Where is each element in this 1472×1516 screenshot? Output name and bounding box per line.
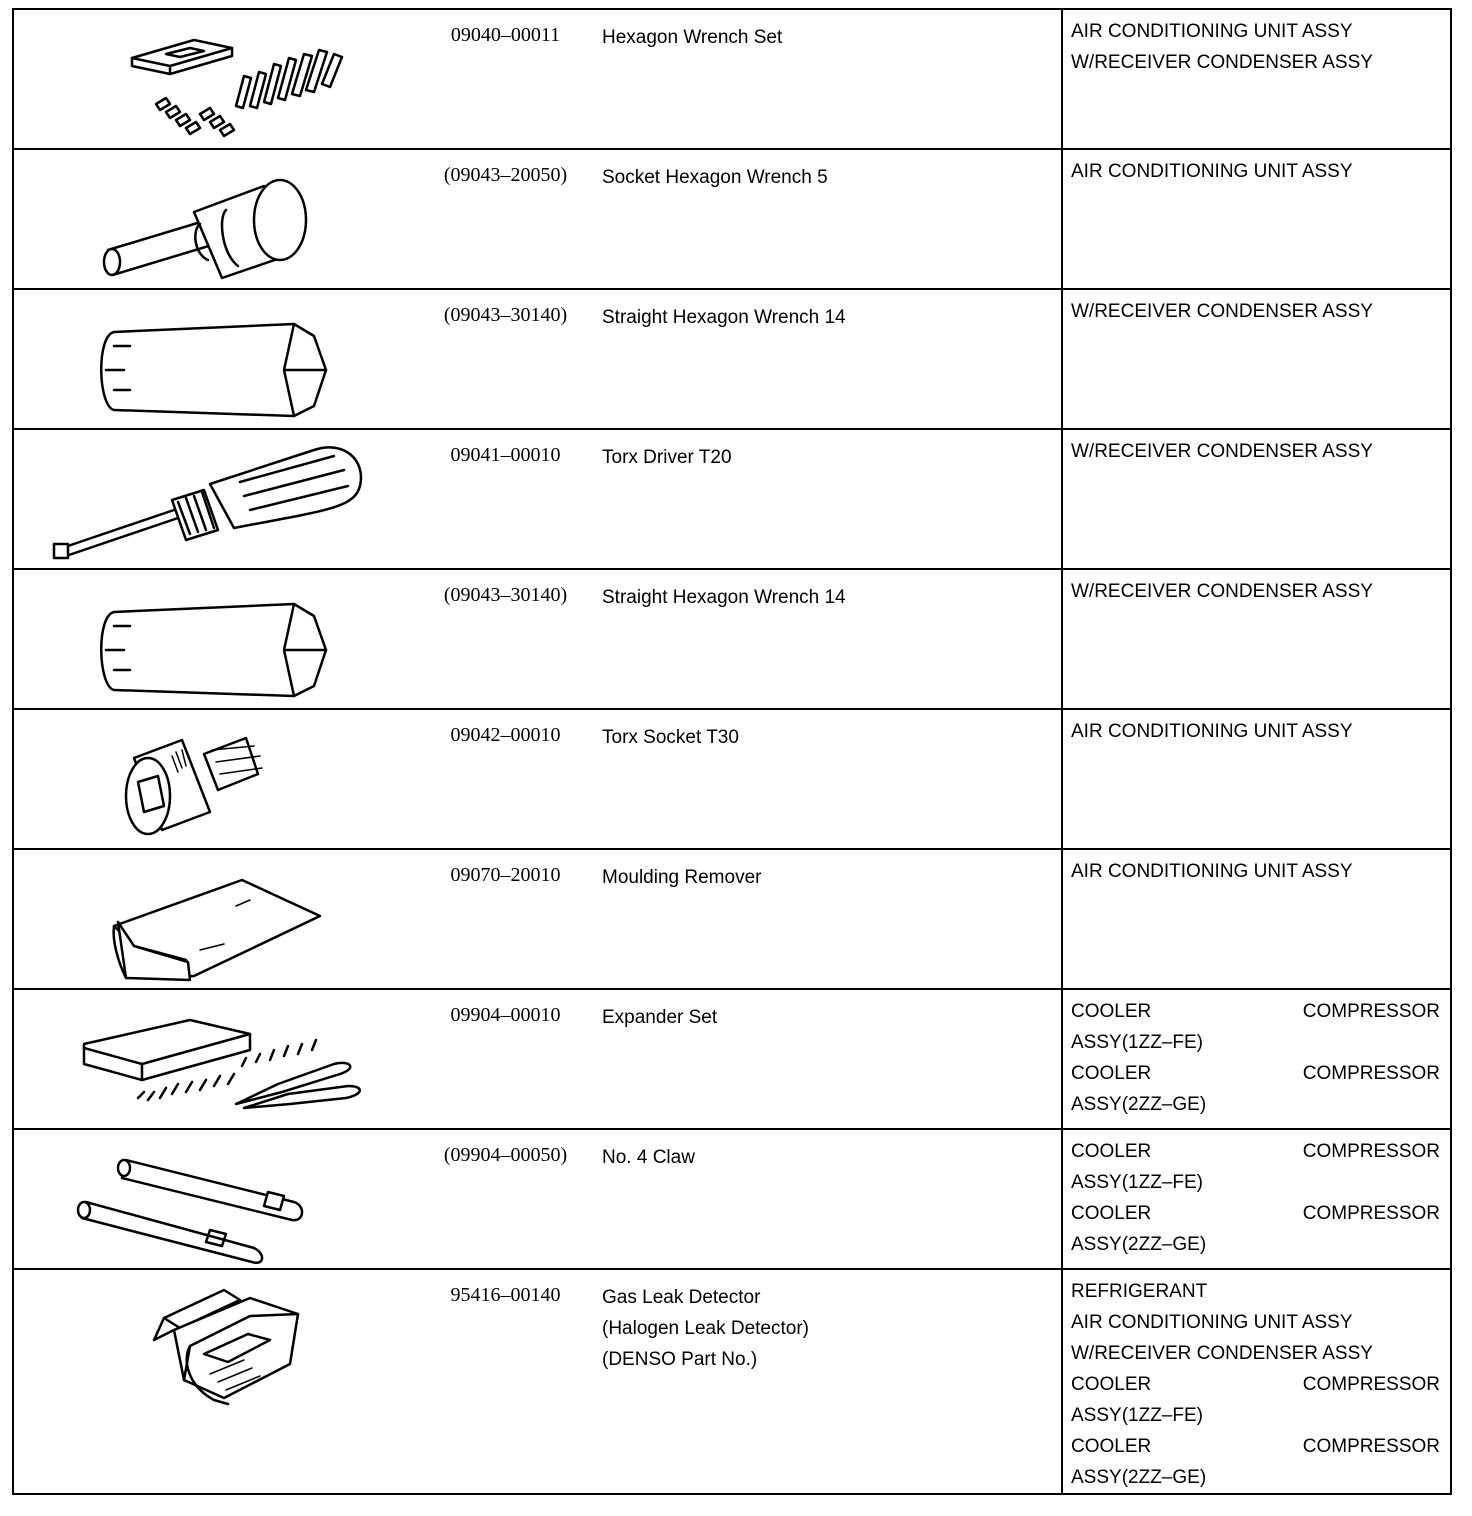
application-line: REFRIGERANT	[1071, 1281, 1208, 1302]
tool-name	[598, 429, 1062, 569]
application-line: ASSY(1ZZ–FE)	[1071, 1405, 1203, 1426]
tool-illustration	[13, 1269, 413, 1494]
moulding-remover-icon	[14, 850, 414, 986]
straight-hexagon-wrench-icon	[14, 570, 414, 706]
application-line: ASSY(2ZZ–GE)	[1071, 1234, 1207, 1255]
application-line	[1071, 1136, 1440, 1167]
part-number: (09043–20050)	[413, 149, 598, 289]
applicable-assemblies	[1062, 289, 1451, 429]
part-number: (09043–30140)	[413, 289, 598, 429]
application-left: COOLER	[1071, 1436, 1152, 1457]
application-line: ASSY(2ZZ–GE)	[1071, 1094, 1207, 1115]
application-line: ASSY(1ZZ–FE)	[1071, 1032, 1203, 1053]
tool-name-line: Moulding Remover	[602, 867, 762, 888]
tool-row	[13, 429, 1451, 569]
application-line: W/RECEIVER CONDENSER ASSY	[1071, 441, 1373, 462]
tool-illustration	[13, 709, 413, 849]
applicable-assemblies	[1062, 9, 1451, 149]
application-line: W/RECEIVER CONDENSER ASSY	[1071, 52, 1373, 73]
application-right: COMPRESSOR	[1302, 1374, 1440, 1395]
socket-hexagon-wrench-icon	[14, 150, 414, 286]
application-left: COOLER	[1071, 1141, 1152, 1162]
tool-name	[598, 849, 1062, 989]
application-line: AIR CONDITIONING UNIT ASSY	[1071, 861, 1353, 882]
tool-illustration	[13, 289, 413, 429]
applicable-assemblies	[1062, 1129, 1451, 1269]
part-number: 09904–00010	[413, 989, 598, 1129]
application-right: COMPRESSOR	[1302, 1141, 1440, 1162]
tool-name-line: Hexagon Wrench Set	[602, 27, 783, 48]
tool-row	[13, 989, 1451, 1129]
tool-name-line: Straight Hexagon Wrench 14	[602, 307, 846, 328]
tool-name-line: Torx Driver T20	[602, 447, 732, 468]
tool-illustration	[13, 569, 413, 709]
tool-row	[13, 1129, 1451, 1269]
special-service-tools-table	[12, 8, 1452, 1495]
application-right: COMPRESSOR	[1302, 1063, 1440, 1084]
tool-name	[598, 569, 1062, 709]
tool-name-line: (DENSO Part No.)	[602, 1349, 758, 1370]
applicable-assemblies	[1062, 429, 1451, 569]
application-line: AIR CONDITIONING UNIT ASSY	[1071, 1312, 1353, 1333]
application-line: AIR CONDITIONING UNIT ASSY	[1071, 21, 1353, 42]
tool-illustration	[13, 1129, 413, 1269]
application-right: COMPRESSOR	[1302, 1001, 1440, 1022]
tool-row	[13, 289, 1451, 429]
torx-driver-icon	[14, 430, 414, 566]
tool-name	[598, 289, 1062, 429]
applicable-assemblies	[1062, 989, 1451, 1129]
part-number: 09040–00011	[413, 9, 598, 149]
applicable-assemblies	[1062, 149, 1451, 289]
applicable-assemblies	[1062, 1269, 1451, 1494]
application-left: COOLER	[1071, 1203, 1152, 1224]
tool-row	[13, 149, 1451, 289]
tool-name-line: Socket Hexagon Wrench 5	[602, 167, 828, 188]
tool-name-line: Torx Socket T30	[602, 727, 739, 748]
tool-name-line: Expander Set	[602, 1007, 718, 1028]
tool-name	[598, 989, 1062, 1129]
application-line: W/RECEIVER CONDENSER ASSY	[1071, 1343, 1373, 1364]
tool-row	[13, 849, 1451, 989]
tool-name	[598, 1269, 1062, 1494]
gas-leak-detector-icon	[14, 1270, 414, 1410]
application-line: ASSY(1ZZ–FE)	[1071, 1172, 1203, 1193]
tool-row	[13, 569, 1451, 709]
part-number: 09070–20010	[413, 849, 598, 989]
application-left: COOLER	[1071, 1001, 1152, 1022]
application-left: COOLER	[1071, 1374, 1152, 1395]
tool-illustration	[13, 9, 413, 149]
tool-row	[13, 709, 1451, 849]
part-number: (09043–30140)	[413, 569, 598, 709]
application-line: W/RECEIVER CONDENSER ASSY	[1071, 581, 1373, 602]
part-number: 09042–00010	[413, 709, 598, 849]
straight-hexagon-wrench-icon	[14, 290, 414, 426]
application-line: W/RECEIVER CONDENSER ASSY	[1071, 301, 1373, 322]
applicable-assemblies	[1062, 849, 1451, 989]
application-right: COMPRESSOR	[1302, 1436, 1440, 1457]
tool-name-line: (Halogen Leak Detector)	[602, 1318, 809, 1339]
application-left: COOLER	[1071, 1063, 1152, 1084]
tool-name-line: Straight Hexagon Wrench 14	[602, 587, 846, 608]
claw-icon	[14, 1130, 414, 1266]
application-line: AIR CONDITIONING UNIT ASSY	[1071, 161, 1353, 182]
application-line: ASSY(2ZZ–GE)	[1071, 1467, 1207, 1488]
tool-name	[598, 149, 1062, 289]
tool-name	[598, 9, 1062, 149]
tool-name	[598, 709, 1062, 849]
part-number: 95416–00140	[413, 1269, 598, 1494]
tool-name-line: Gas Leak Detector	[602, 1287, 761, 1308]
application-line	[1071, 1431, 1440, 1462]
application-line: AIR CONDITIONING UNIT ASSY	[1071, 721, 1353, 742]
applicable-assemblies	[1062, 569, 1451, 709]
tool-illustration	[13, 849, 413, 989]
application-line	[1071, 1058, 1440, 1089]
tool-name-line: No. 4 Claw	[602, 1147, 695, 1168]
expander-set-icon	[14, 990, 414, 1126]
tool-name	[598, 1129, 1062, 1269]
application-line	[1071, 996, 1440, 1027]
tool-illustration	[13, 429, 413, 569]
application-right: COMPRESSOR	[1302, 1203, 1440, 1224]
hexagon-wrench-set-icon	[14, 10, 414, 146]
tool-illustration	[13, 149, 413, 289]
part-number: (09904–00050)	[413, 1129, 598, 1269]
tool-row	[13, 1269, 1451, 1494]
tool-illustration	[13, 989, 413, 1129]
part-number: 09041–00010	[413, 429, 598, 569]
application-line	[1071, 1369, 1440, 1400]
torx-socket-icon	[14, 710, 414, 846]
application-line	[1071, 1198, 1440, 1229]
tool-row	[13, 9, 1451, 149]
applicable-assemblies	[1062, 709, 1451, 849]
